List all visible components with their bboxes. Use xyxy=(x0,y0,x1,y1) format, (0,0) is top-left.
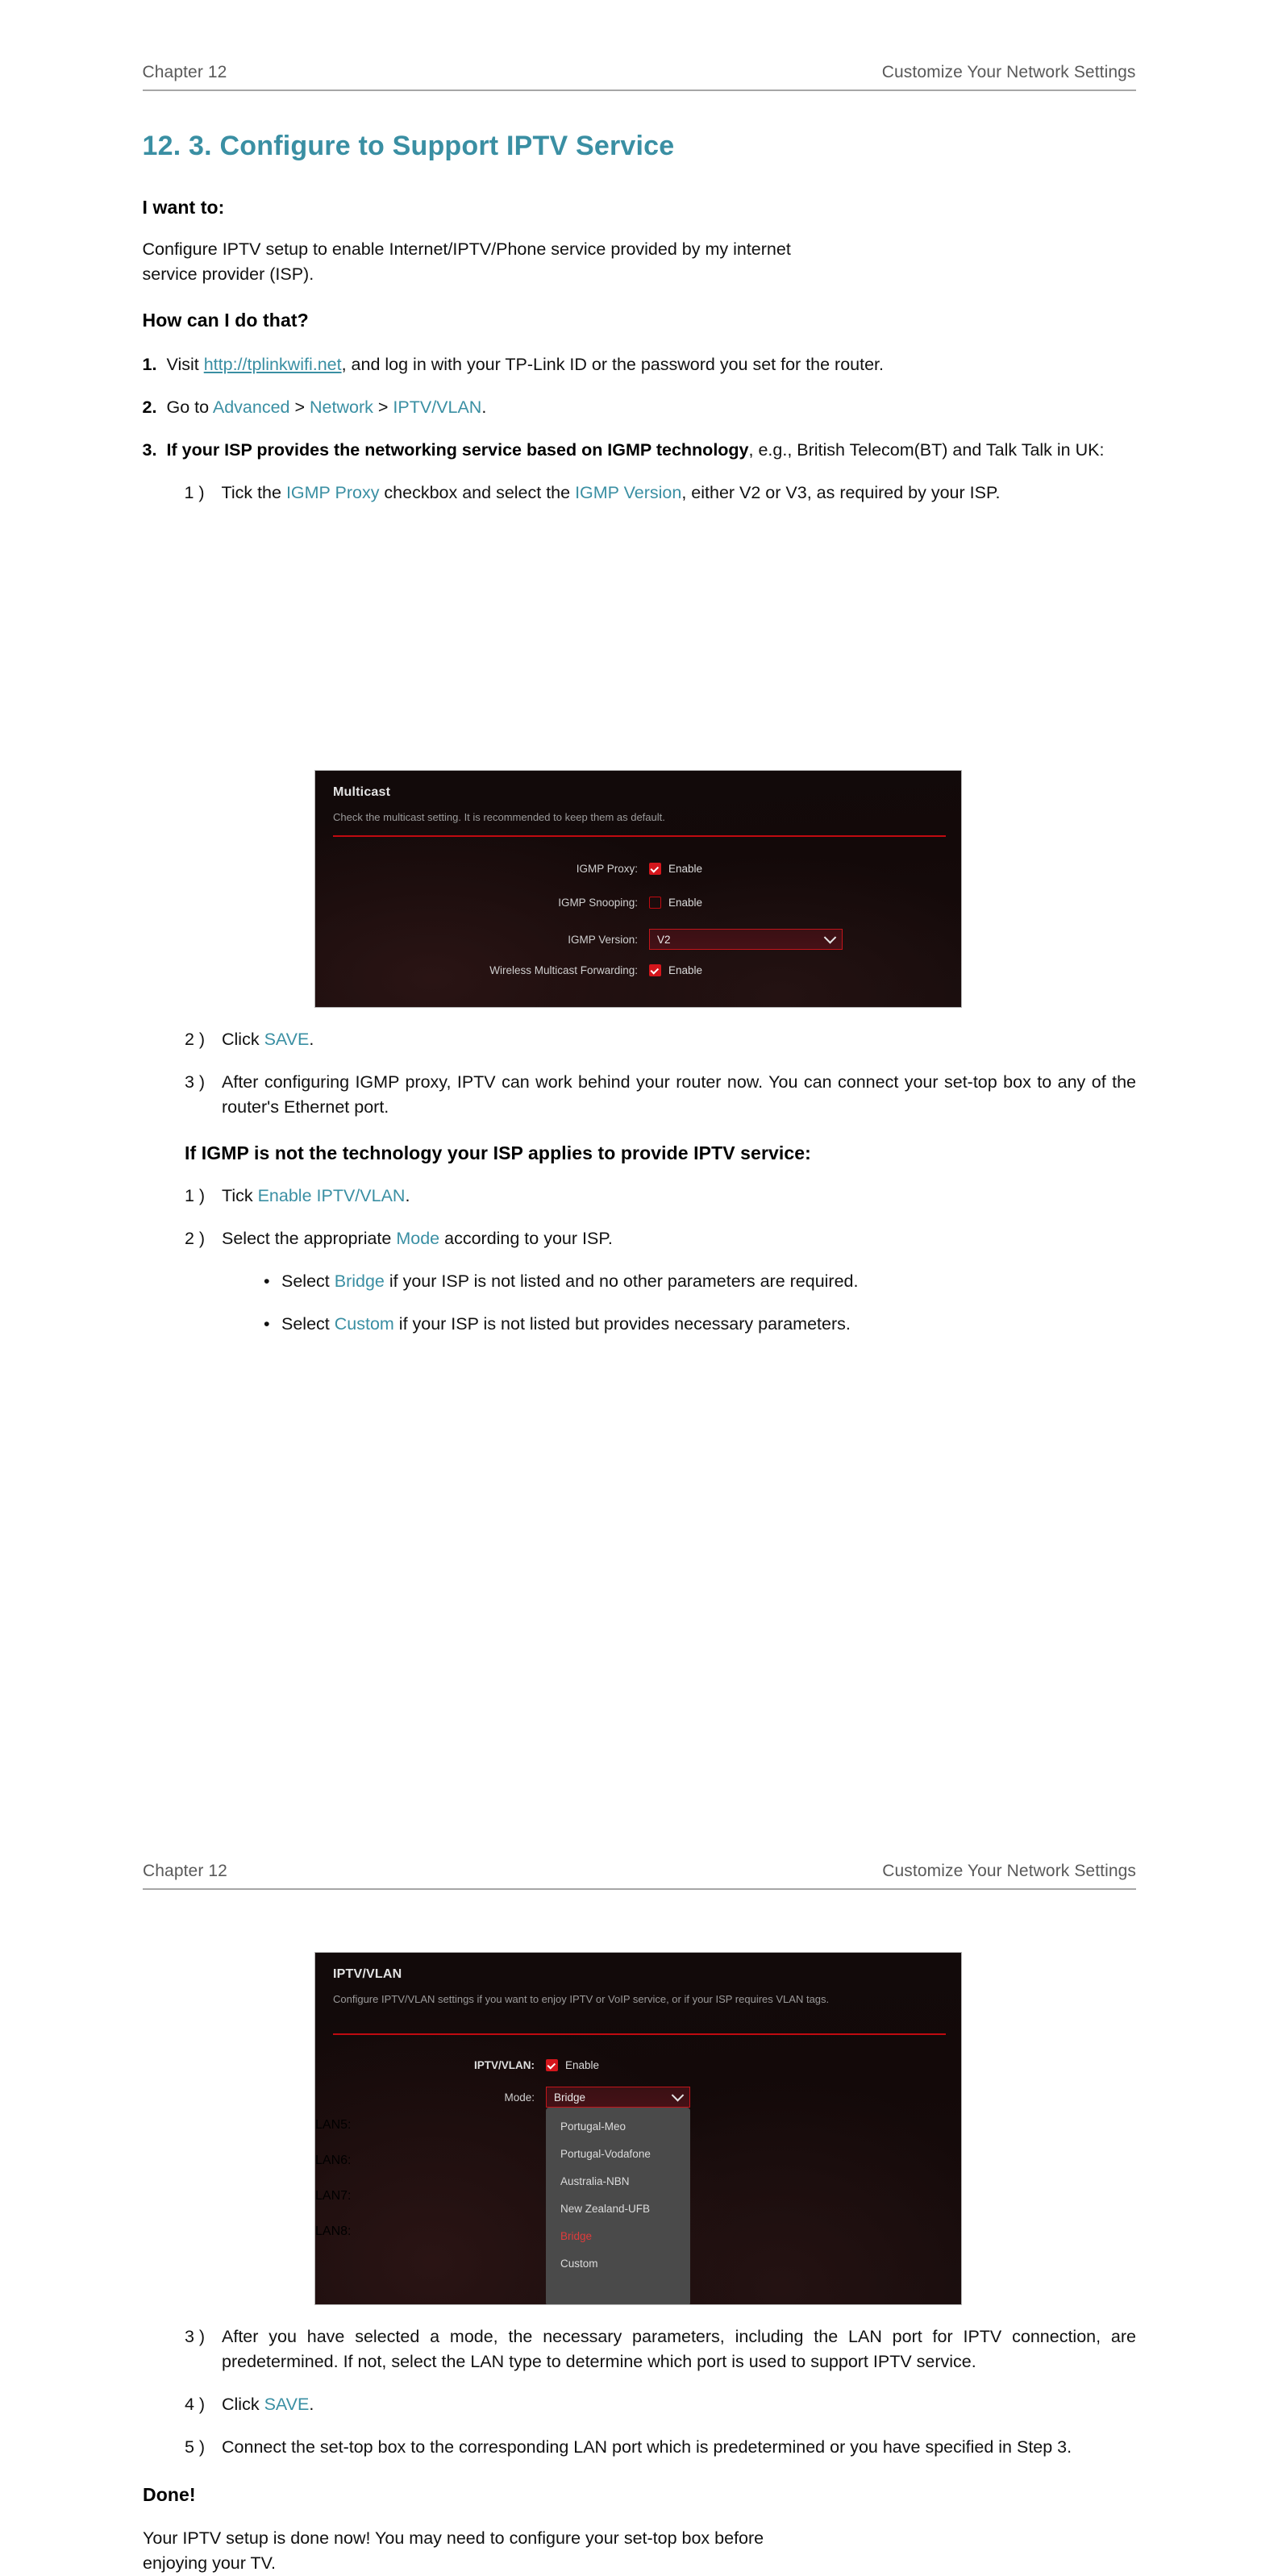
step2-post: . xyxy=(481,397,487,417)
paragraph-want-line2: service provider (ISP). xyxy=(142,264,314,284)
save-button-reference: SAVE xyxy=(264,2395,310,2414)
list-item-text xyxy=(167,352,1136,377)
label-igmp-proxy: IGMP Proxy: xyxy=(576,863,638,875)
paragraph-done-line1: Your IPTV setup is done now! You may need to configure your set-top box before xyxy=(143,2528,764,2548)
igmp-proxy-enable-label: Enable xyxy=(668,863,703,875)
iptv-panel-description: Configure IPTV/VLAN settings if you want to enjoy IPTV or VoIP service, or if your ISP requires VLAN tags. xyxy=(333,1993,830,2005)
iptv-vlan-enable-label: Enable xyxy=(565,2059,600,2071)
menu-advanced: Advanced xyxy=(212,397,290,417)
menu-network: Network xyxy=(310,397,373,417)
list-item-text xyxy=(167,395,1136,420)
list-item-sub-3 xyxy=(185,1070,1136,1120)
list-item-text xyxy=(167,438,1136,463)
sub4-pre: Tick xyxy=(222,1186,258,1205)
step2-pre: Go to xyxy=(166,397,213,417)
igmp-proxy-checkbox[interactable] xyxy=(649,863,661,875)
sep: > xyxy=(289,397,310,417)
list-item-text xyxy=(222,1184,1136,1209)
step3-post: , e.g., British Telecom(BT) and Talk Talk in UK: xyxy=(748,440,1105,460)
list-item-text: Connect the set-top box to the corresponding LAN port which is predetermined or you have specified in Step 3. xyxy=(222,2437,1072,2457)
list-marker: 1. xyxy=(142,355,157,374)
wireless-multicast-forwarding-checkbox[interactable] xyxy=(649,964,661,976)
list-item-text: After configuring IGMP proxy, IPTV can work behind your router now. You can connect your set-top box to any of the router's Ethernet port. xyxy=(222,1072,1136,1117)
label-mode: Mode: xyxy=(504,2091,535,2104)
mode-custom: Custom xyxy=(334,1314,394,1334)
list-item-sub-6 xyxy=(185,2324,1136,2374)
row-iptv-vlan-enable xyxy=(315,2059,961,2071)
list-marker: 3. xyxy=(142,440,157,460)
list-item-sub-5 xyxy=(185,1226,1136,1251)
sub1-mid: checkbox and select the xyxy=(379,483,576,502)
list-item-sub-4 xyxy=(185,1184,1136,1209)
list-item-sub-1 xyxy=(185,481,1136,506)
list-item-text xyxy=(222,1226,1136,1251)
bullet-marker: • xyxy=(264,1314,270,1334)
row-igmp-version xyxy=(315,929,961,950)
list-item-text xyxy=(222,481,1136,506)
list-item-text xyxy=(281,1312,1136,1337)
header-chapter: Chapter 12 xyxy=(142,63,227,81)
header-chapter: Chapter 12 xyxy=(143,1862,227,1880)
list-item-text xyxy=(222,1027,1136,1052)
heading-i-want-to: I want to: xyxy=(142,197,225,218)
iptv-panel-title: IPTV/VLAN xyxy=(333,1967,402,1981)
dropdown-option-australia-nbn[interactable]: Australia-NBN xyxy=(560,2174,630,2187)
tplinkwifi-link[interactable]: http://tplinkwifi.net xyxy=(203,355,342,374)
panel-divider xyxy=(333,2033,946,2035)
list-item-text xyxy=(281,1269,1136,1294)
row-mode xyxy=(315,2087,961,2108)
label-lan5: LAN5: xyxy=(315,2118,352,2132)
igmp-snooping-enable-label: Enable xyxy=(668,897,703,909)
list-item-sub-7 xyxy=(185,2392,1136,2417)
list-marker: 1 ) xyxy=(185,1186,206,1205)
list-item-step-2 xyxy=(143,395,1136,420)
sub5-pre: Select the appropriate xyxy=(222,1229,397,1248)
list-item-sub-8 xyxy=(185,2435,1136,2460)
bullet2-post: if your ISP is not listed but provides necessary parameters. xyxy=(393,1314,851,1334)
row-igmp-snooping xyxy=(315,897,961,909)
sub2-post: . xyxy=(309,1030,314,1049)
iptv-vlan-checkbox[interactable] xyxy=(546,2059,558,2071)
field-enable-iptv-vlan: Enable IPTV/VLAN xyxy=(257,1186,406,1205)
heading-done: Done! xyxy=(143,2484,196,2505)
step3-bold: If your ISP provides the networking service based on IGMP technology xyxy=(166,440,749,460)
field-mode: Mode xyxy=(396,1229,440,1248)
sub1-post: , either V2 or V3, as required by your ISP. xyxy=(681,483,1001,502)
section-number: 12. 3. xyxy=(142,131,212,161)
section-title: Configure to Support IPTV Service xyxy=(219,131,675,161)
label-wireless-multicast-forwarding: Wireless Multicast Forwarding: xyxy=(489,964,638,976)
multicast-panel-title: Multicast xyxy=(333,785,391,799)
list-item-step-1 xyxy=(143,352,1136,377)
dropdown-option-bridge[interactable]: Bridge xyxy=(560,2229,593,2242)
mode-select[interactable] xyxy=(546,2087,690,2108)
label-lan8: LAN8: xyxy=(315,2224,352,2238)
chevron-down-icon xyxy=(824,931,837,944)
mode-bridge: Bridge xyxy=(334,1271,385,1291)
paragraph-want-line1: Configure IPTV setup to enable Internet/IPTV/Phone service provided by my internet xyxy=(142,239,791,259)
dropdown-option-portugal-meo[interactable]: Portugal-Meo xyxy=(560,2120,627,2133)
paragraph-done-line2: enjoying your TV. xyxy=(143,2553,276,2573)
sub2-pre: Click xyxy=(222,1030,264,1049)
header-section-title: Customize Your Network Settings xyxy=(881,63,1136,81)
field-igmp-version: IGMP Version xyxy=(575,483,682,502)
heading-if-igmp-not-technology: If IGMP is not the technology your ISP applies to provide IPTV service: xyxy=(185,1142,811,1163)
page-1 xyxy=(0,63,1278,1334)
multicast-panel-description: Check the multicast setting. It is recommended to keep them as default. xyxy=(333,811,665,823)
bullet-marker: • xyxy=(264,1271,270,1291)
chevron-down-icon xyxy=(672,2089,685,2102)
list-marker: 3 ) xyxy=(185,1072,206,1092)
sub7-post: . xyxy=(309,2395,314,2414)
list-marker: 3 ) xyxy=(185,2327,206,2346)
list-marker: 1 ) xyxy=(184,483,205,502)
list-marker: 2 ) xyxy=(185,1030,206,1049)
list-item-text xyxy=(222,2392,1136,2417)
bullet1-post: if your ISP is not listed and no other parameters are required. xyxy=(384,1271,859,1291)
header-section-title: Customize Your Network Settings xyxy=(882,1862,1136,1880)
list-item-text: After you have selected a mode, the necessary parameters, including the LAN port for IPTV connection, are predetermined. If not, select the LAN type to determine which port is used to support IPTV service. xyxy=(222,2327,1136,2371)
label-lan7: LAN7: xyxy=(315,2189,352,2203)
field-igmp-proxy: IGMP Proxy xyxy=(285,483,380,502)
list-item-step-3 xyxy=(143,438,1136,463)
list-marker: 4 ) xyxy=(185,2395,206,2414)
wireless-multicast-forwarding-enable-label: Enable xyxy=(668,964,703,976)
step1-post: , and log in with your TP-Link ID or the password you set for the router. xyxy=(341,355,885,374)
sub1-pre: Tick the xyxy=(221,483,286,502)
label-iptv-vlan: IPTV/VLAN: xyxy=(473,2059,535,2071)
mode-dropdown-list[interactable] xyxy=(546,2108,690,2305)
label-igmp-snooping: IGMP Snooping: xyxy=(558,897,638,909)
list-marker: 2 ) xyxy=(185,1229,206,1248)
list-item-bullet-custom xyxy=(264,1312,1136,1337)
sub4-post: . xyxy=(405,1186,410,1205)
page-header xyxy=(143,63,1136,91)
dropdown-option-new-zealand-ufb[interactable]: New Zealand-UFB xyxy=(560,2202,651,2215)
heading-how-can-i-do-that: How can I do that? xyxy=(142,310,309,331)
menu-iptv-vlan: IPTV/VLAN xyxy=(393,397,482,417)
igmp-version-value: V2 xyxy=(657,933,671,946)
dropdown-option-portugal-vodafone[interactable]: Portugal-Vodafone xyxy=(560,2147,651,2160)
save-button-reference: SAVE xyxy=(264,1030,310,1049)
list-item-sub-2 xyxy=(185,1027,1136,1052)
igmp-version-select[interactable] xyxy=(649,929,843,950)
page2-header xyxy=(143,1862,1136,1890)
step1-pre: Visit xyxy=(166,355,204,374)
page-title xyxy=(143,131,1136,162)
mode-value: Bridge xyxy=(554,2091,586,2104)
list-marker: 5 ) xyxy=(185,2437,206,2457)
iptv-vlan-settings-screenshot xyxy=(314,1952,962,2305)
panel-divider xyxy=(333,835,946,837)
sub7-pre: Click xyxy=(222,2395,264,2414)
dropdown-option-custom[interactable]: Custom xyxy=(560,2257,598,2270)
multicast-settings-screenshot xyxy=(314,770,962,1008)
row-igmp-proxy xyxy=(315,863,961,875)
igmp-snooping-checkbox[interactable] xyxy=(649,897,661,909)
sub5-post: according to your ISP. xyxy=(439,1229,613,1248)
list-marker: 2. xyxy=(142,397,157,417)
list-item-bullet-bridge xyxy=(264,1269,1136,1294)
bullet1-pre: Select xyxy=(281,1271,335,1291)
label-lan6: LAN6: xyxy=(315,2154,352,2167)
label-igmp-version: IGMP Version: xyxy=(568,933,638,946)
row-wireless-multicast-forwarding xyxy=(315,964,961,976)
sep: > xyxy=(373,397,393,417)
bullet2-pre: Select xyxy=(281,1314,335,1334)
